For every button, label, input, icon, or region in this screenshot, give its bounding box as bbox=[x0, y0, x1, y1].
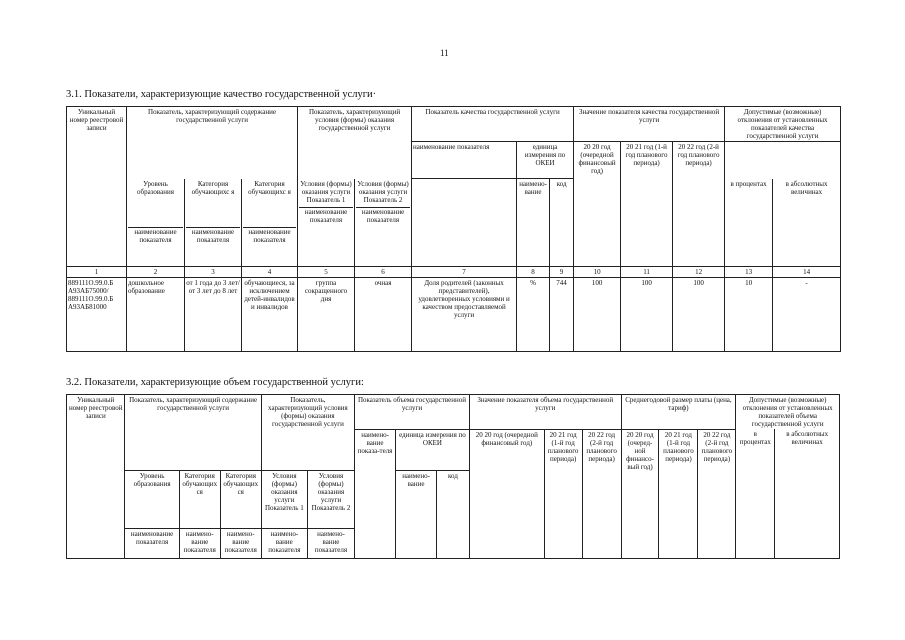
indicator-name: Доля родителей (законных представителей), удовлетворенных условиями и качеством предоставляемой услуги bbox=[412, 278, 517, 352]
year1-header: 20 20 год (очередной финансовый год) bbox=[574, 142, 621, 267]
unit-code: 744 bbox=[550, 278, 574, 352]
nm-label: наименование показателя bbox=[243, 227, 296, 244]
quality-header: Показатель качества государственной услуги bbox=[412, 107, 574, 142]
absolute-header: в абсолютных величинах bbox=[775, 429, 840, 470]
nm-label: наимено-вание показателя bbox=[307, 528, 354, 558]
col-num: 3 bbox=[185, 267, 242, 278]
year1-header: 20 20 год (очередной финансовый год) bbox=[469, 429, 544, 528]
year3-header: 20 22 год (2-й год планового периода) bbox=[582, 429, 621, 528]
quality-table bbox=[66, 106, 841, 352]
category-students: обучающиеся, за исключением детей-инвалидов и инвалидов bbox=[242, 278, 298, 352]
indicator-name-header: наименование показателя bbox=[412, 142, 517, 179]
unit-name-header: наимено-вание bbox=[517, 179, 550, 267]
section-3-1-title: 3.1. Показатели, характеризующие качество государственной услуги· bbox=[66, 89, 377, 100]
fee-year3-header: 20 22 год (2-й год планового периода) bbox=[698, 429, 736, 528]
col-level: Уровень образования bbox=[125, 470, 179, 528]
year3-header: 20 22 год (2-й год планового периода) bbox=[673, 142, 725, 267]
unit-name-header: наимено-вание bbox=[396, 470, 437, 528]
nm-label: наименование показателя bbox=[128, 227, 183, 244]
percent-header: в процентах bbox=[736, 429, 775, 470]
col-category-1: Категория обучающихс я bbox=[191, 179, 235, 196]
education-level: дошкольное образование bbox=[127, 278, 185, 352]
col-form-1: Условия (формы) оказания услуги Показатель 1 bbox=[261, 470, 307, 528]
value-year2: 100 bbox=[621, 278, 673, 352]
year2-header: 20 21 год (1-й год планового периода) bbox=[544, 429, 582, 528]
col-num: 9 bbox=[550, 267, 574, 278]
volume-table bbox=[66, 394, 840, 559]
col-num: 8 bbox=[517, 267, 550, 278]
col-category-2: Категория обучающих ся bbox=[220, 470, 261, 528]
nm-label: наимено-вание показателя bbox=[220, 528, 261, 558]
fee-header: Среднегодовой размер платы (цена, тариф) bbox=[621, 395, 736, 430]
col-category-1: Категория обучающих ся bbox=[179, 470, 220, 528]
col-num: 5 bbox=[298, 267, 355, 278]
deviation-percent: 10 bbox=[725, 278, 773, 352]
col-num: 2 bbox=[127, 267, 185, 278]
nm-label: наименование показателя bbox=[299, 207, 353, 224]
col-category-2: Категория обучающихс я bbox=[248, 179, 291, 196]
col-form-2: Условия (формы) оказания услуги Показатель 2 bbox=[307, 470, 354, 528]
unit-code-header: код bbox=[550, 179, 574, 267]
indicator-name-header: наимено-вание показа-теля bbox=[355, 429, 396, 528]
page-number: 11 bbox=[440, 48, 449, 58]
cond-header: Показатель, характеризующий условия (формы) оказания государственной услуги bbox=[298, 107, 412, 142]
value-header: Значение показателя объема государственной услуги bbox=[469, 395, 621, 430]
nm-label: наименование показателя bbox=[186, 227, 240, 244]
fee-year1-header: 20 20 год (очеред-ной финансо-вый год) bbox=[621, 429, 659, 528]
col-num: 12 bbox=[673, 267, 725, 278]
nm-label: наимено-вание показателя bbox=[261, 528, 307, 558]
nm-label: наимено-вание показателя bbox=[179, 528, 220, 558]
content-header: Показатель, характеризующий содержание государственной услуги bbox=[125, 395, 261, 430]
unit-header: единица измерения по ОКЕИ bbox=[517, 142, 574, 179]
uniq-header: Уникальный номер реестровой записи bbox=[67, 107, 127, 267]
category-age: от 1 года до 3 лет/ от 3 лет до 8 лет bbox=[185, 278, 242, 352]
col-num: 4 bbox=[242, 267, 298, 278]
col-num: 10 bbox=[574, 267, 621, 278]
unit-header: единица измерения по ОКЕИ bbox=[396, 429, 470, 470]
col-num: 1 bbox=[67, 267, 127, 278]
col-num: 14 bbox=[773, 267, 841, 278]
nm-label: наименование показателя bbox=[356, 207, 410, 224]
deviation-header: Допустимые (возможные) отклонения от установленных показателей качества государственной услуги bbox=[725, 107, 841, 142]
nm-label: наименование показателя bbox=[125, 528, 179, 558]
value-year3: 100 bbox=[673, 278, 725, 352]
col-num: 6 bbox=[355, 267, 412, 278]
value-header: Значение показателя качества государственной услуги bbox=[574, 107, 725, 142]
percent-header: в процентах bbox=[725, 179, 773, 267]
cond-header: Показатель, характеризующий условия (формы) оказания государственной услуги bbox=[261, 395, 354, 471]
col-form-2: Условия (формы) оказания услуги Показатель 2 bbox=[357, 179, 409, 204]
deviation-header: Допустимые (возможные) отклонения от установленных показателей объема государственной услуги bbox=[736, 395, 840, 430]
deviation-absolute: - bbox=[773, 278, 841, 352]
form-type: очная bbox=[355, 278, 412, 352]
unit-code-header: код bbox=[437, 470, 470, 528]
section-3-2-title: 3.2. Показатели, характеризующие объем государственной услуги: bbox=[66, 377, 364, 388]
absolute-header: в абсолютных величинах bbox=[773, 179, 841, 267]
content-header: Показатель, характеризующий содержание государственной услуги bbox=[127, 107, 298, 142]
col-level: Уровень образования bbox=[137, 179, 174, 196]
uniq-header: Уникальный номер реестровой записи bbox=[67, 395, 125, 471]
registry-id: 889111О.99.0.Б А93АБ75000/ 889111О.99.0.Б А93АБ81000 bbox=[67, 278, 127, 352]
unit-name: % bbox=[517, 278, 550, 352]
col-num: 7 bbox=[412, 267, 517, 278]
col-num: 13 bbox=[725, 267, 773, 278]
col-num: 11 bbox=[621, 267, 673, 278]
value-year1: 100 bbox=[574, 278, 621, 352]
fee-year2-header: 20 21 год (1-й год планового периода) bbox=[659, 429, 698, 528]
table-row bbox=[67, 278, 841, 352]
col-form-1: Условия (формы) оказания услуги Показатель 1 bbox=[300, 179, 352, 204]
form-group: группа сокращенного дня bbox=[298, 278, 355, 352]
volume-header: Показатель объема государственной услуги bbox=[355, 395, 470, 430]
year2-header: 20 21 год (1-й год планового периода) bbox=[621, 142, 673, 267]
